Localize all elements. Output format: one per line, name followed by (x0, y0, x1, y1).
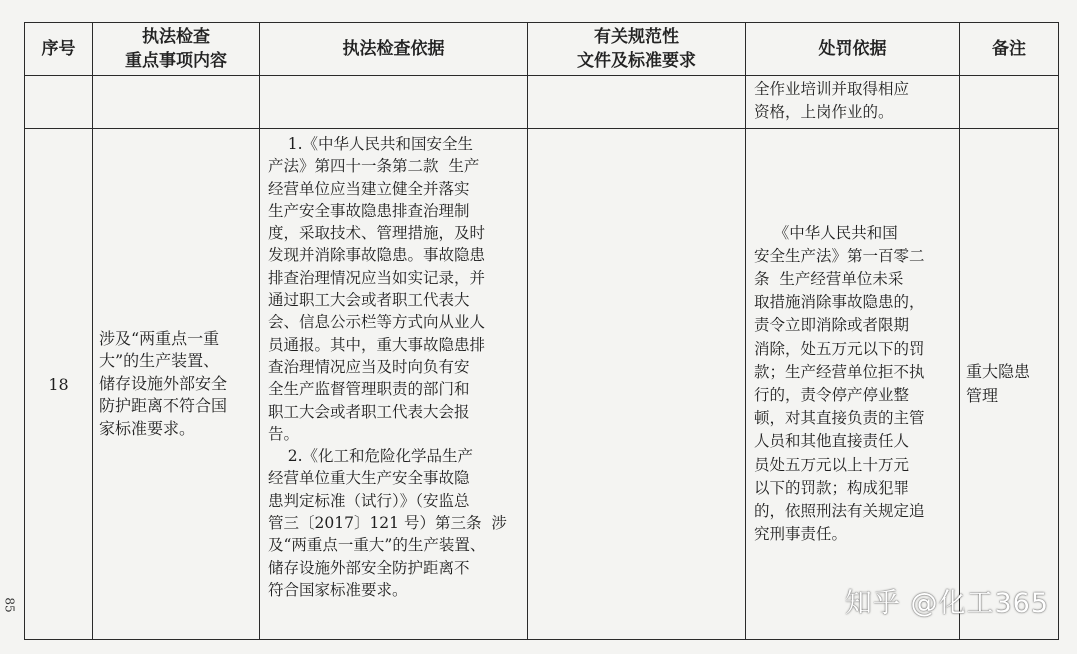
row18-norms-cell (528, 129, 746, 640)
header-remark: 备注 (960, 23, 1059, 76)
row18-remark-cell (960, 129, 1059, 640)
cont-norms-cell (528, 76, 746, 129)
table-row (25, 129, 1059, 640)
row18-basis-cell (260, 129, 528, 640)
header-item (93, 23, 260, 76)
header-item-line2: 重点事项内容 (125, 51, 227, 71)
cont-seq-cell (25, 76, 93, 129)
cont-penalty-cell (746, 76, 960, 129)
row18-basis: 1.《中华人民共和国安全生 产法》第四十一条第二款 生产 经营单位应当建立健全并落实 生产安全事故隐患排查治理制 度，采取技术、管理措施，及时 发现并消除事故隐患。事故隐患 排查治理情况应当如实记录，并 通过职工大会或者职工代表大 会、信息公示栏等方式向从业人 员通报。其中，重大事故隐患排 查治理情况应当及时向负有安 全生产监督管理职责的部门和 职工大会或者职工代表大会报 告。 2.《化工和危险化学品生产 经营单位重大生产安全事故隐 患判定标准（试行）》（安监总 管三〔2017〕121 号）第三条 涉 及“两重点一重大”的生产装置、 储存设施外部安全防护距离不 符合国家标准要求。 (268, 135, 507, 599)
header-seq: 序号 (25, 23, 93, 76)
margin-page-mark: 85 (2, 597, 17, 613)
header-row (25, 23, 1059, 76)
row18-penalty-cell (746, 129, 960, 640)
continuation-row (25, 76, 1059, 129)
header-norms-line2: 文件及标准要求 (577, 51, 696, 71)
header-penalty: 处罚依据 (746, 23, 960, 76)
header-item-line1: 执法检查 (142, 27, 210, 47)
row18-item: 涉及“两重点一重 大”的生产装置、 储存设施外部安全 防护距离不符合国 家标准要求。 (99, 328, 228, 438)
row18-penalty: 《中华人民共和国 安全生产法》第一百零二 条 生产经营单位未采 取措施消除事故隐患的， 责令立即消除或者限期 消除，处五万元以下的罚 款；生产经营单位拒不执 行的，责令停产停业整 顿，对其直接负责的主管 人员和其他直接责任人 员处五万元以上十万元 以下的罚款；构成犯罪 的，依照刑法有关规定追 究刑事责任。 (754, 223, 925, 544)
watermark: 知乎 @化工365 (844, 588, 1049, 619)
cont-penalty-text: 全作业培训并取得相应 资格，上岗作业的。 (754, 80, 910, 121)
header-norms (528, 23, 746, 76)
enforcement-table (24, 22, 1059, 640)
header-basis: 执法检查依据 (260, 23, 528, 76)
header-norms-line1: 有关规范性 (594, 27, 679, 47)
row18-seq: 18 (25, 129, 93, 640)
cont-remark-cell (960, 76, 1059, 129)
cont-basis-cell (260, 76, 528, 129)
row18-remark: 重大隐患 管理 (966, 362, 1031, 405)
cont-item-cell (93, 76, 260, 129)
row18-item-cell (93, 129, 260, 640)
